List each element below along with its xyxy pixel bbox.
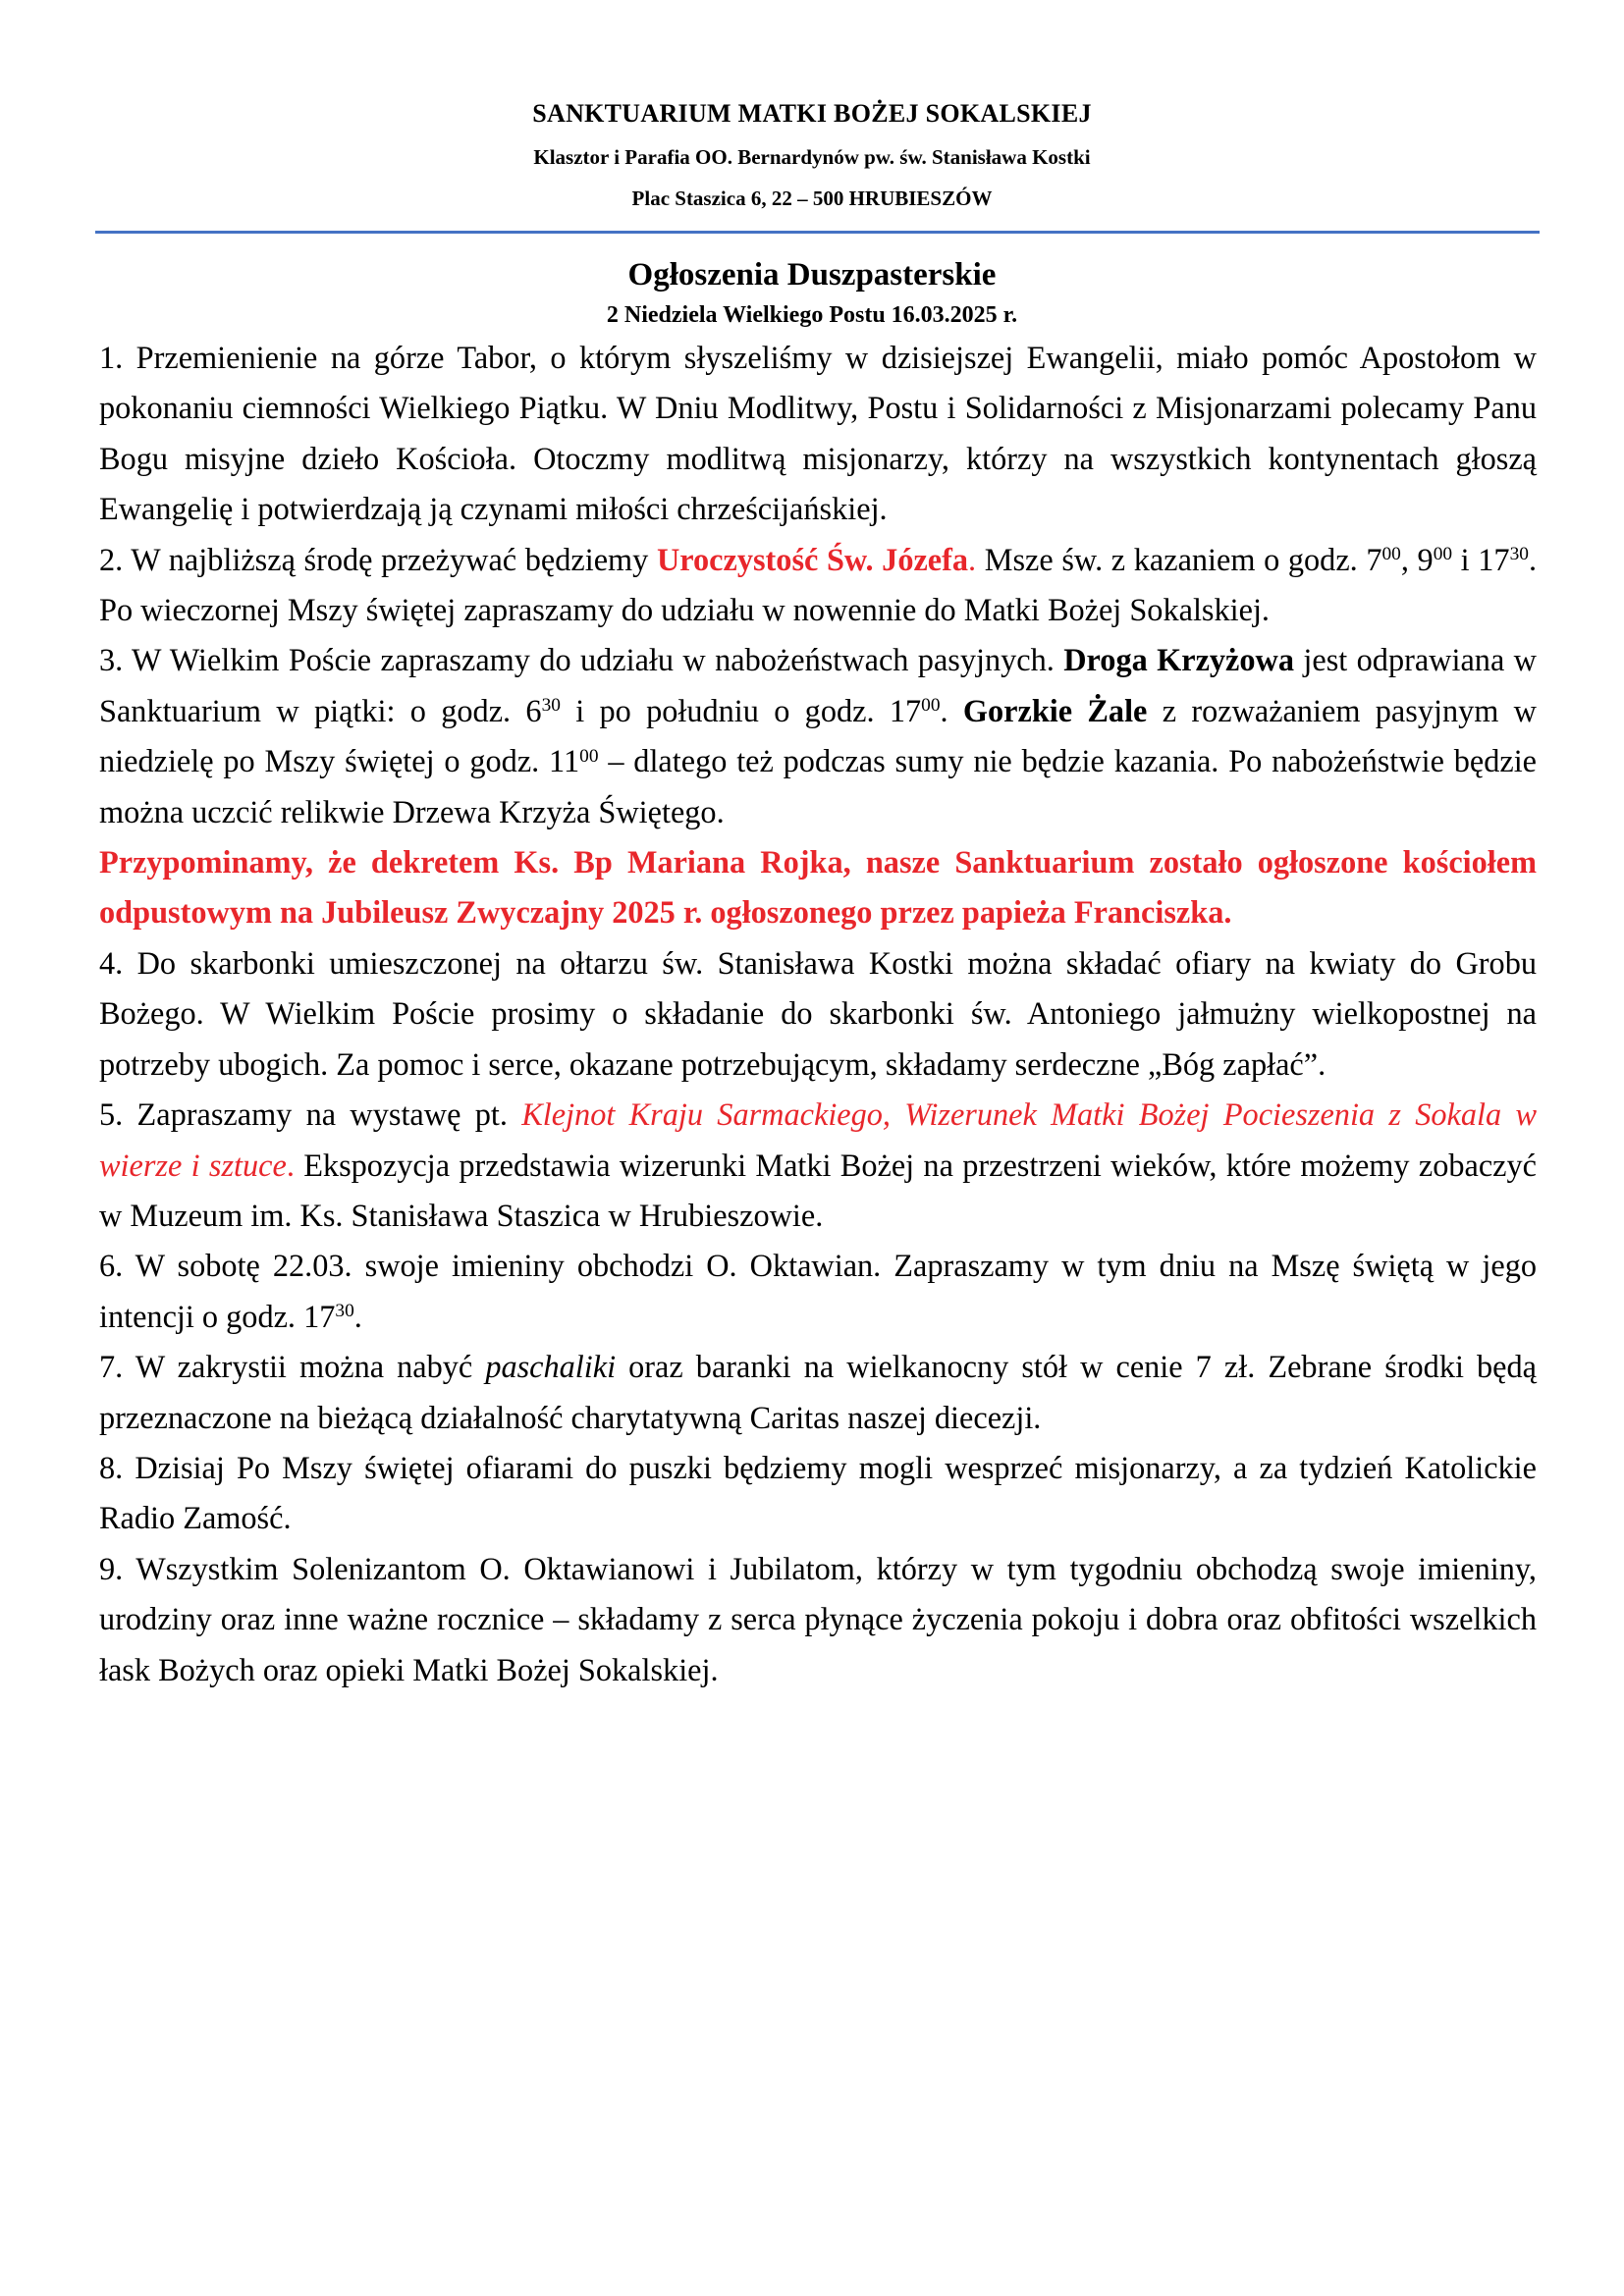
announcement-item-6 bbox=[99, 1241, 1537, 1342]
time-superscript: 00 bbox=[921, 695, 941, 717]
item-7-text: 7. W zakrystii można nabyć bbox=[99, 1349, 486, 1385]
announcement-item-5 bbox=[99, 1090, 1537, 1241]
item-7-text: oraz baranki na wielkanocny stół w cenie 7 zł. Zebrane środki będą przeznaczone na bieżącą działalność charytatywną Caritas naszej diecezji. bbox=[99, 1349, 1537, 1435]
address-line: Plac Staszica 6, 22 – 500 HRUBIESZÓW bbox=[631, 187, 993, 210]
time-superscript: 00 bbox=[579, 745, 599, 767]
item-3-text: i po południu o godz. 17 bbox=[560, 692, 922, 728]
item-2-text: 2. W najbliższą środę przeżywać będziemy bbox=[99, 541, 657, 577]
monastery-subtitle: Klasztor i Parafia OO. Bernardynów pw. św. Stanisława Kostki bbox=[533, 145, 1091, 169]
exhibition-title: Klejnot Kraju Sarmackiego, Wizerunek Matki Bożej Pocieszenia z Sokala w wierze i sztuce bbox=[99, 1096, 1537, 1183]
document-title: Ogłoszenia Duszpasterskie bbox=[627, 257, 997, 293]
jubilee-notice: Przypominamy, że dekretem Ks. Bp Mariana Rojka, nasze Sanktuarium zostało ogłoszone kościołem odpustowym na Jubileusz Zwyczajny 2025 r. ogłoszonego przez papieża Franciszka. bbox=[99, 844, 1537, 931]
item-5-text: Ekspozycja przedstawia wizerunki Matki Bożej na przestrzeni wieków, które możemy zobaczyć w Muzeum im. Ks. Stanisława Staszica w Hrubieszowie. bbox=[99, 1147, 1537, 1233]
announcement-item-9: 9. Wszystkim Solenizantom O. Oktawianowi i Jubilatom, którzy w tym tygodniu obchodzą swoje imieniny, urodziny oraz inne ważne rocznice – składamy z serca płynące życzenia pokoju i dobra oraz obfitości wszelkich łask Bożych oraz opieki Matki Bożej Sokalskiej. bbox=[99, 1550, 1537, 1687]
way-of-cross-label: Droga Krzyżowa bbox=[1063, 642, 1295, 678]
time-superscript: 30 bbox=[335, 1301, 354, 1322]
time-superscript: 30 bbox=[1509, 543, 1529, 564]
item-3-text: . bbox=[940, 692, 963, 728]
item-2-text: , 9 bbox=[1400, 541, 1434, 577]
item-6-text: 6. W sobotę 22.03. swoje imieniny obchodzi O. Oktawian. Zapraszamy w tym dniu na Mszę świętą w jego intencji o godz. 17 bbox=[99, 1248, 1537, 1334]
item-2-text: i 17 bbox=[1452, 541, 1510, 577]
feast-highlight: Uroczystość Św. Józefa bbox=[656, 541, 969, 577]
document-date: 2 Niedziela Wielkiego Postu 16.03.2025 r. bbox=[606, 302, 1018, 328]
time-superscript: 00 bbox=[1381, 543, 1401, 564]
announcement-item-2 bbox=[99, 535, 1537, 636]
announcements-body bbox=[99, 333, 1537, 1695]
item-3-text: – dlatego też podczas sumy nie będzie kazania. Po nabożeństwie będzie można uczcić relikwie Drzewa Krzyża Świętego. bbox=[99, 743, 1538, 829]
item-3-text: jest odprawiana w Sanktuarium w piątki: o godz. 6 bbox=[99, 642, 1537, 728]
paschal-candles-term: paschaliki bbox=[485, 1349, 617, 1385]
feast-highlight-period: . bbox=[968, 541, 977, 577]
announcement-item-4: 4. Do skarbonki umieszczonej na ołtarzu św. Stanisława Kostki można składać ofiary na kwiaty do Grobu Bożego. W Wielkim Poście prosimy o składanie do skarbonki św. Antoniego jałmużny wielkopostnej na potrzeby ubogich. Za pomoc i serce, okazane potrzebującym, składamy serdeczne „Bóg zapłać”. bbox=[99, 944, 1537, 1082]
item-3-text: 3. W Wielkim Poście zapraszamy do udziału w nabożeństwach pasyjnych. bbox=[99, 642, 1064, 678]
item-3-text: z rozważaniem pasyjnym w niedzielę po Mszy świętej o godz. 11 bbox=[99, 692, 1537, 779]
announcement-item-1: 1. Przemienienie na górze Tabor, o którym słyszeliśmy w dzisiejszej Ewangelii, miało pomóc Apostołom w pokonaniu ciemności Wielkiego Piątku. W Dniu Modlitwy, Postu i Solidarności z Misjonarzami polecamy Panu Bogu misyjne dzieło Kościoła. Otoczmy modlitwą misjonarzy, którzy na wszystkich kontynentach głoszą Ewangelię i potwierdzają ją czynami miłości chrześcijańskiej. bbox=[99, 340, 1537, 527]
item-2-text: . Po wieczornej Mszy świętej zapraszamy do udziału w nowennie do Matki Bożej Sokalskiej. bbox=[99, 541, 1538, 628]
sanctuary-title: SANKTUARIUM MATKI BOŻEJ SOKALSKIEJ bbox=[532, 99, 1092, 128]
item-5-text: 5. Zapraszamy na wystawę pt. bbox=[99, 1096, 522, 1133]
announcement-item-7 bbox=[99, 1342, 1537, 1443]
lamentations-label: Gorzkie Żale bbox=[962, 692, 1148, 728]
header-divider bbox=[95, 231, 1540, 234]
time-superscript: 30 bbox=[541, 695, 561, 717]
time-superscript: 00 bbox=[1433, 543, 1453, 564]
exhibition-title-period: . bbox=[286, 1147, 295, 1183]
item-2-text: Msze św. z kazaniem o godz. 7 bbox=[976, 541, 1382, 577]
item-6-text: . bbox=[353, 1298, 362, 1334]
announcement-item-8: 8. Dzisiaj Po Mszy świętej ofiarami do puszki będziemy mogli wesprzeć misjonarzy, a za tydzień Katolickie Radio Zamość. bbox=[99, 1449, 1537, 1536]
announcement-item-3 bbox=[99, 635, 1537, 837]
